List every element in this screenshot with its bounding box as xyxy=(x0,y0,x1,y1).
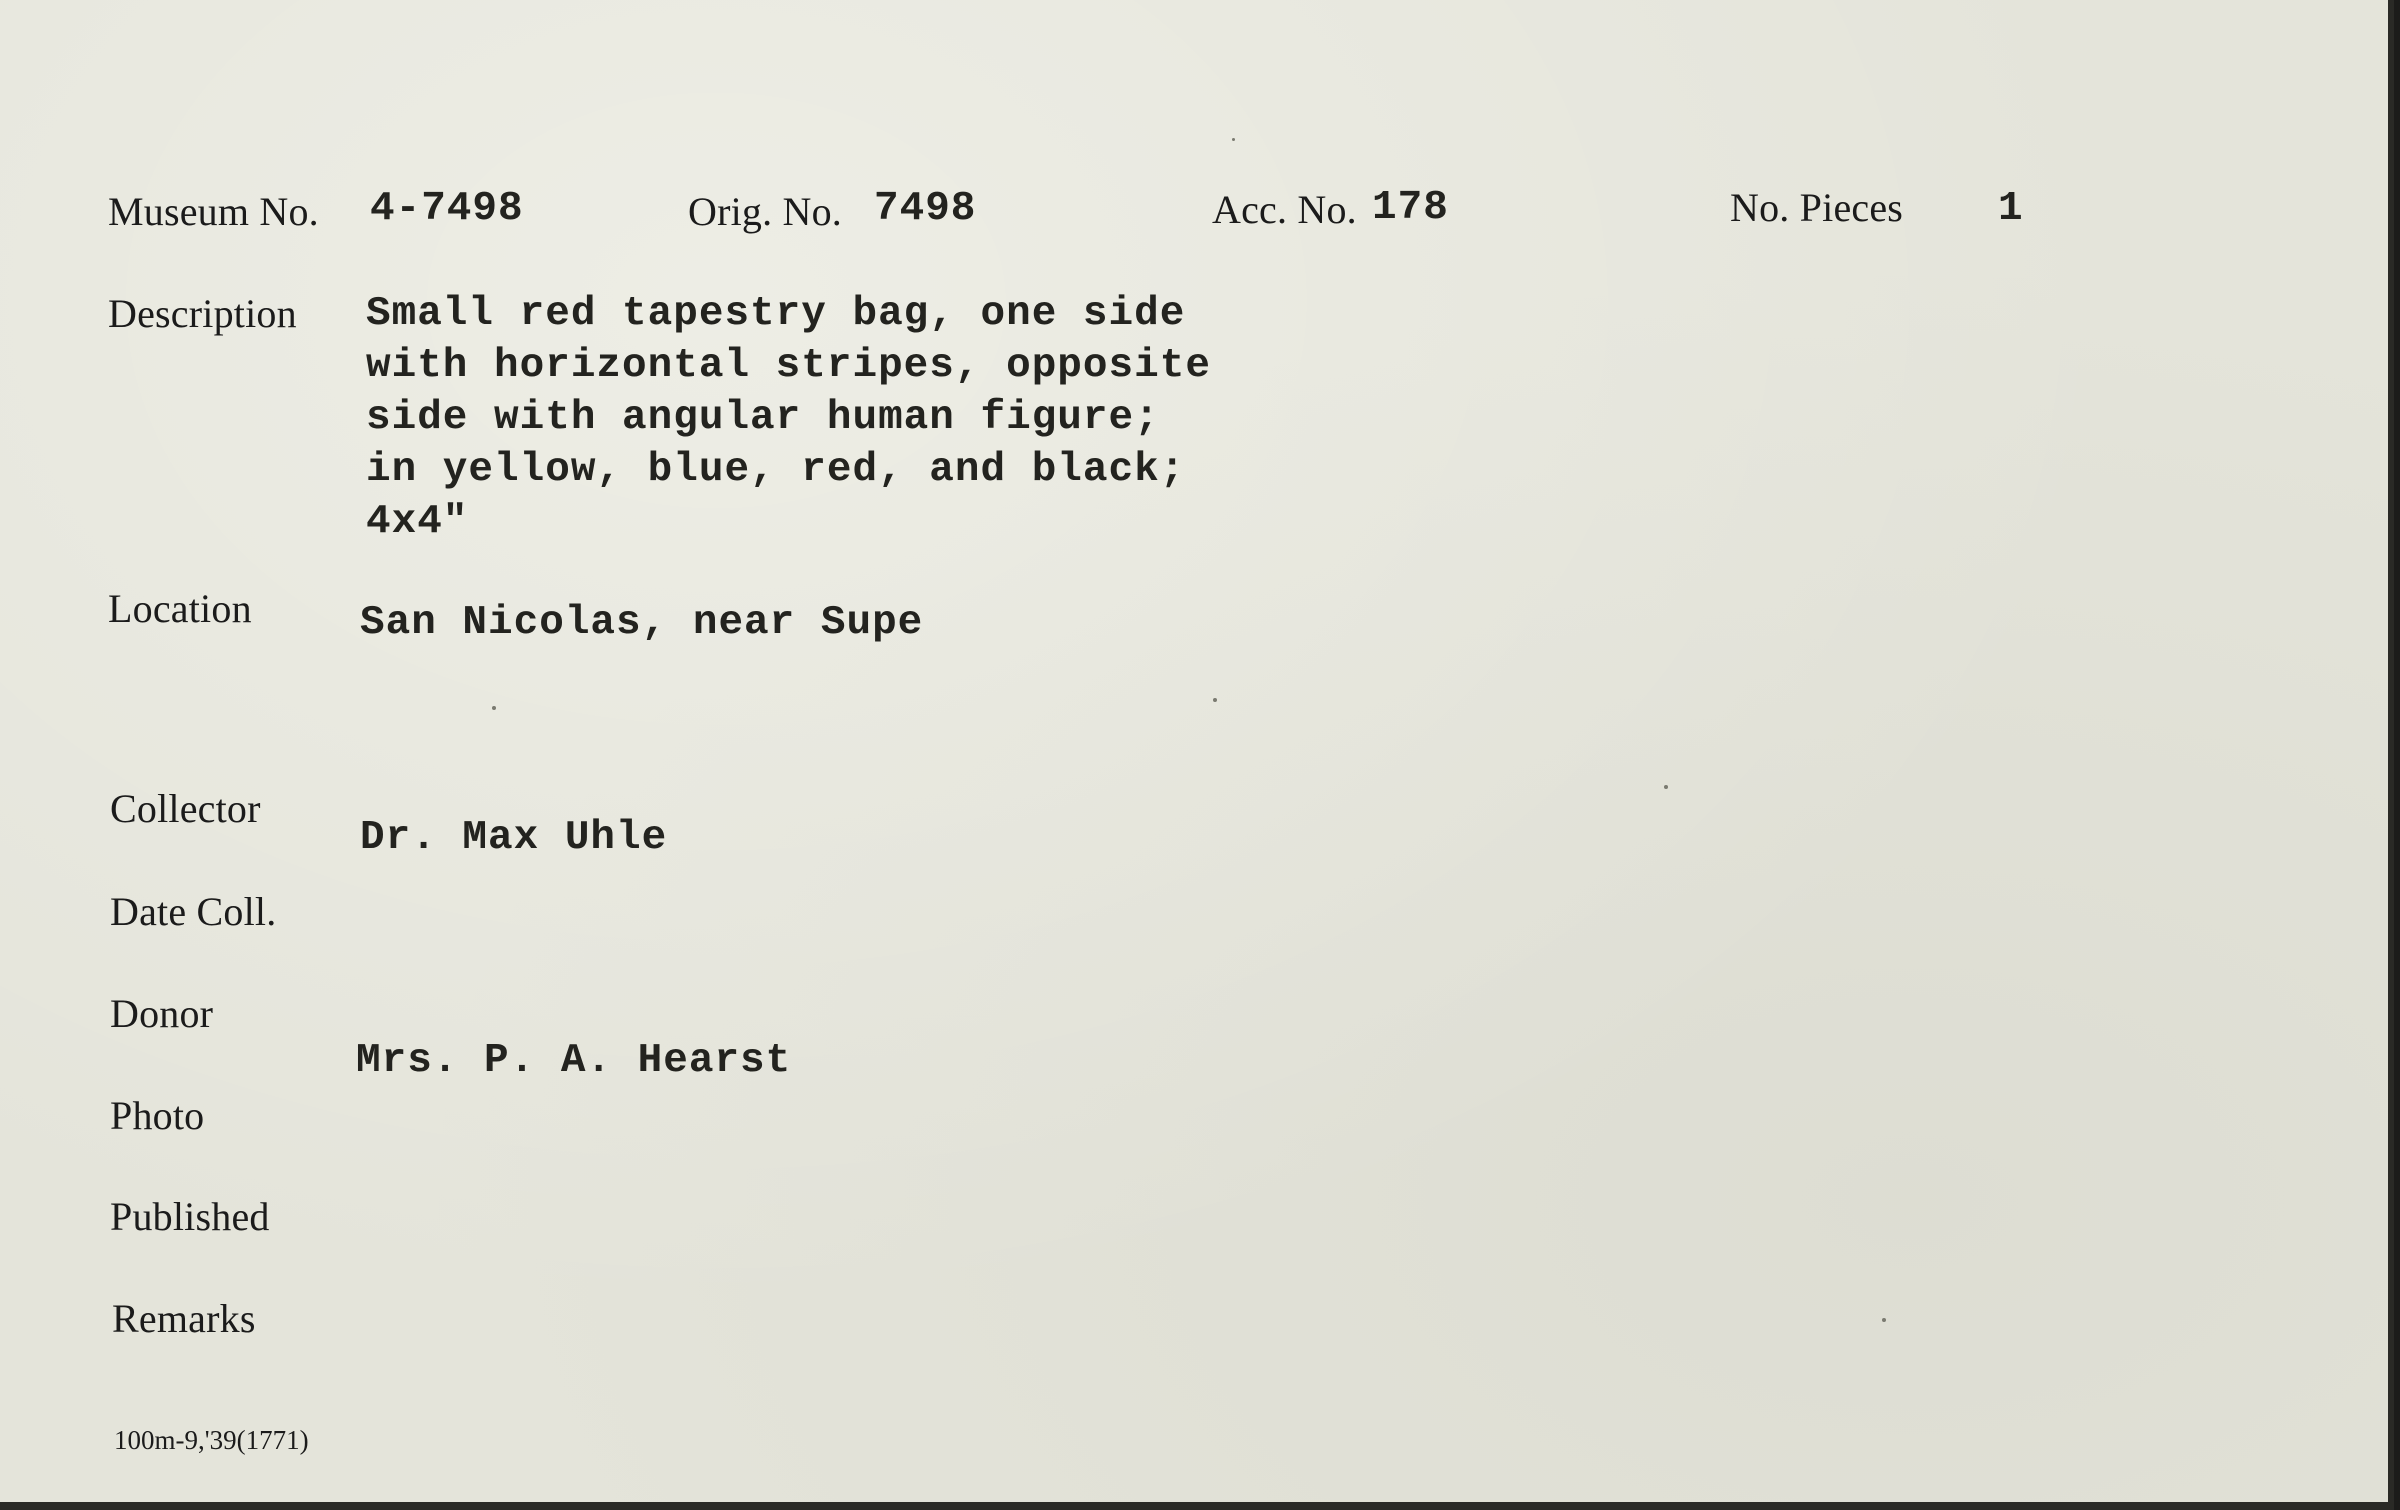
collector-value: Dr. Max Uhle xyxy=(360,815,668,861)
paper-speck xyxy=(1232,138,1235,141)
museum-no-value: 4-7498 xyxy=(370,186,524,232)
photo-label: Photo xyxy=(110,1093,205,1138)
paper-speck xyxy=(1882,1318,1886,1322)
remarks-label: Remarks xyxy=(112,1296,256,1341)
form-code: 100m-9,'39(1771) xyxy=(114,1425,309,1455)
date-coll-label: Date Coll. xyxy=(110,889,277,934)
acc-no-label: Acc. No. xyxy=(1212,187,1357,232)
collector-label: Collector xyxy=(110,786,261,831)
description-text xyxy=(366,288,1211,548)
description-line: side with angular human figure; xyxy=(366,395,1160,441)
orig-no-value: 7498 xyxy=(874,186,977,232)
published-label: Published xyxy=(110,1194,270,1239)
description-line: with horizontal stripes, opposite xyxy=(366,343,1211,389)
acc-no-value: 178 xyxy=(1372,185,1449,231)
description-line: 4x4" xyxy=(366,499,469,545)
paper-speck xyxy=(492,706,496,710)
paper-speck xyxy=(1664,785,1668,789)
no-pieces-label: No. Pieces xyxy=(1730,185,1904,230)
description-label: Description xyxy=(108,291,297,336)
museum-no-label: Museum No. xyxy=(108,189,319,234)
location-value: San Nicolas, near Supe xyxy=(360,600,924,646)
orig-no-label: Orig. No. xyxy=(688,189,843,234)
donor-value: Mrs. P. A. Hearst xyxy=(356,1038,792,1084)
location-label: Location xyxy=(108,586,252,631)
description-line: in yellow, blue, red, and black; xyxy=(366,447,1186,493)
no-pieces-value: 1 xyxy=(1998,186,2024,232)
description-line: Small red tapestry bag, one side xyxy=(366,291,1186,337)
donor-label: Donor xyxy=(110,991,214,1036)
paper-speck xyxy=(1213,698,1217,702)
